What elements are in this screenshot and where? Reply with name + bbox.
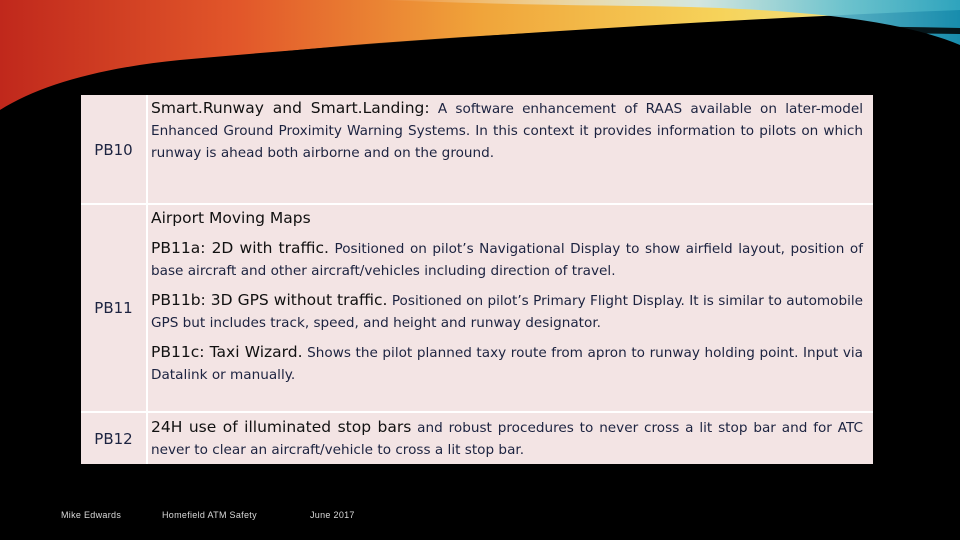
footer-author: Mike Edwards (61, 510, 122, 520)
paragraph-lead: PB11a: 2D with traffic. (151, 239, 329, 257)
paragraph (151, 207, 863, 230)
paragraph (151, 341, 863, 386)
paragraph-text: and robust procedures to never cross a lit stop bar and for ATC never to clear an aircraft/vehicle to cross a lit stop bar. (151, 420, 863, 458)
paragraph-lead: Smart.Runway and Smart.Landing: (151, 99, 430, 117)
paragraph-text: A software enhancement of RAAS available on later-model Enhanced Ground Proximity Warning Systems. In this context it provides information to pilots on which runway is ahead both airborne and on the ground. (151, 101, 863, 161)
paragraph-lead: PB11c: Taxi Wizard. (151, 343, 303, 361)
column-divider (146, 413, 148, 464)
row-description (151, 97, 863, 164)
paragraph (151, 237, 863, 282)
table-row (81, 411, 873, 464)
paragraph-lead: Airport Moving Maps (151, 209, 311, 227)
pb-table (81, 95, 873, 464)
row-description (151, 416, 863, 461)
footer-topic: Homefield ATM Safety (162, 510, 257, 520)
row-label: PB11 (94, 299, 133, 317)
paragraph-lead: PB11b: 3D GPS without traffic. (151, 291, 388, 309)
footer-date: June 2017 (310, 510, 355, 520)
column-divider (146, 95, 148, 205)
paragraph-lead: 24H use of illuminated stop bars (151, 418, 412, 436)
table-row (81, 203, 873, 411)
row-description (151, 207, 863, 386)
paragraph (151, 289, 863, 334)
column-divider (146, 205, 148, 411)
paragraph-text: Shows the pilot planned taxy route from apron to runway holding point. Input via Datalink or manually. (151, 345, 863, 383)
paragraph-text: Positioned on pilot’s Primary Flight Display. It is similar to automobile GPS but includes track, speed, and height and runway designator. (151, 293, 863, 331)
table-row (81, 95, 873, 205)
decorative-banner (0, 0, 960, 110)
paragraph-text: Positioned on pilot’s Navigational Display to show airfield layout, position of base aircraft and other aircraft/vehicles including direction of travel. (151, 241, 863, 279)
paragraph (151, 97, 863, 164)
row-label: PB12 (94, 429, 133, 448)
paragraph (151, 416, 863, 461)
row-label: PB10 (94, 141, 133, 159)
